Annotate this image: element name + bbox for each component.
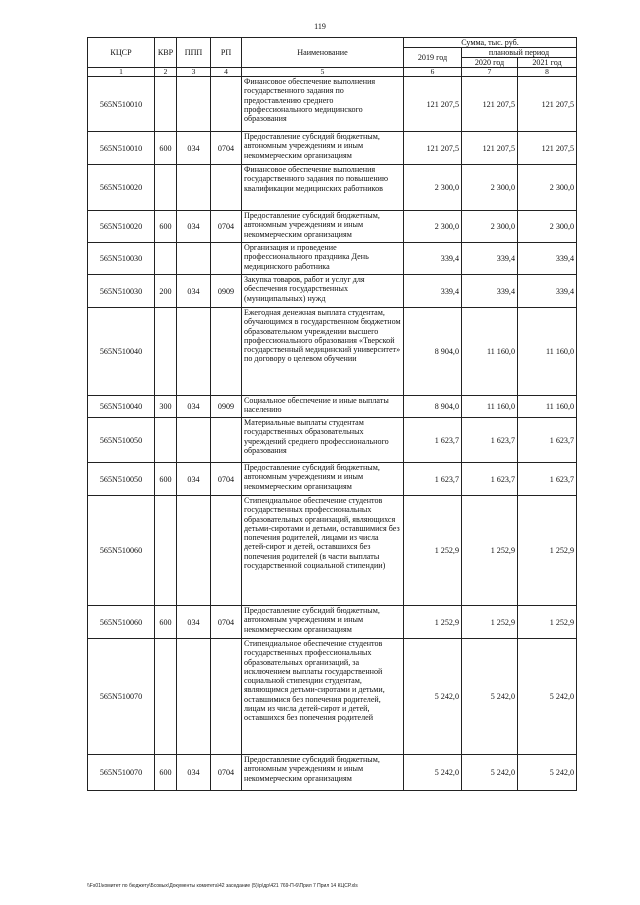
cell-name: Стипендиальное обеспечение студентов государственных профессиональных образовательных организаций, за исключением выплаты государственной социальной стипендии студентам, являющимся детьми-сиротами и детьми, оставшимися без попечения родителей, лицам из числа детей-сирот и детей, оставшихся без попечения родителей bbox=[242, 639, 404, 755]
cell-ppp bbox=[177, 308, 211, 396]
cell-ppp: 034 bbox=[177, 275, 211, 308]
cell-ppp bbox=[177, 418, 211, 463]
cell-name: Предоставление субсидий бюджетным, автономным учреждениям и иным некоммерческим организациям bbox=[242, 132, 404, 165]
cell-kcsr: 565N510060 bbox=[88, 496, 155, 606]
cell-2020: 121 207,5 bbox=[462, 77, 518, 132]
cell-2019: 2 300,0 bbox=[404, 211, 462, 243]
column-number: 1 bbox=[88, 68, 155, 77]
cell-2019: 8 904,0 bbox=[404, 396, 462, 418]
cell-kvr: 600 bbox=[155, 132, 177, 165]
header-kcsr: КЦСР bbox=[88, 38, 155, 68]
cell-2020: 2 300,0 bbox=[462, 211, 518, 243]
cell-rp bbox=[211, 308, 242, 396]
column-numbers-row bbox=[88, 68, 577, 77]
cell-2020: 5 242,0 bbox=[462, 639, 518, 755]
column-number: 6 bbox=[404, 68, 462, 77]
cell-2021: 2 300,0 bbox=[518, 211, 577, 243]
cell-kvr: 600 bbox=[155, 606, 177, 639]
cell-kcsr: 565N510070 bbox=[88, 639, 155, 755]
cell-2020: 11 160,0 bbox=[462, 396, 518, 418]
cell-rp: 0704 bbox=[211, 463, 242, 496]
table-row bbox=[88, 132, 577, 165]
cell-2021: 11 160,0 bbox=[518, 396, 577, 418]
cell-2019: 1 252,9 bbox=[404, 496, 462, 606]
cell-2019: 121 207,5 bbox=[404, 132, 462, 165]
cell-name: Предоставление субсидий бюджетным, автономным учреждениям и иным некоммерческим организациям bbox=[242, 755, 404, 791]
column-number: 2 bbox=[155, 68, 177, 77]
cell-kcsr: 565N510030 bbox=[88, 275, 155, 308]
cell-kvr: 600 bbox=[155, 211, 177, 243]
cell-name: Предоставление субсидий бюджетным, автономным учреждениям и иным некоммерческим организациям bbox=[242, 463, 404, 496]
cell-2021: 121 207,5 bbox=[518, 77, 577, 132]
header-ppp: ППП bbox=[177, 38, 211, 68]
cell-2021: 1 252,9 bbox=[518, 606, 577, 639]
table-row bbox=[88, 755, 577, 791]
cell-2019: 5 242,0 bbox=[404, 755, 462, 791]
cell-name: Социальное обеспечение и иные выплаты населению bbox=[242, 396, 404, 418]
cell-2019: 1 623,7 bbox=[404, 418, 462, 463]
cell-2020: 11 160,0 bbox=[462, 308, 518, 396]
cell-2019: 2 300,0 bbox=[404, 165, 462, 211]
header-sum: Сумма, тыс. руб. bbox=[404, 38, 577, 48]
cell-name: Организация и проведение профессионального праздника День медицинского работника bbox=[242, 243, 404, 275]
cell-name: Финансовое обеспечение выполнения государственного задания по повышению квалификации медицинских работников bbox=[242, 165, 404, 211]
cell-2020: 1 623,7 bbox=[462, 463, 518, 496]
cell-rp bbox=[211, 639, 242, 755]
cell-2021: 121 207,5 bbox=[518, 132, 577, 165]
column-number: 7 bbox=[462, 68, 518, 77]
cell-2021: 1 623,7 bbox=[518, 463, 577, 496]
cell-kcsr: 565N510070 bbox=[88, 755, 155, 791]
table-row bbox=[88, 77, 577, 132]
cell-name: Предоставление субсидий бюджетным, автономным учреждениям и иным некоммерческим организациям bbox=[242, 211, 404, 243]
budget-table bbox=[87, 37, 577, 791]
cell-rp: 0704 bbox=[211, 755, 242, 791]
cell-2019: 339,4 bbox=[404, 275, 462, 308]
column-number: 5 bbox=[242, 68, 404, 77]
cell-kvr: 300 bbox=[155, 396, 177, 418]
cell-ppp bbox=[177, 165, 211, 211]
cell-kvr bbox=[155, 243, 177, 275]
cell-2019: 121 207,5 bbox=[404, 77, 462, 132]
cell-ppp bbox=[177, 243, 211, 275]
cell-2020: 121 207,5 bbox=[462, 132, 518, 165]
cell-ppp: 034 bbox=[177, 211, 211, 243]
cell-name: Финансовое обеспечение выполнения государственного задания по предоставлению среднего профессионального медицинского образования bbox=[242, 77, 404, 132]
cell-kvr bbox=[155, 496, 177, 606]
page-number: 119 bbox=[314, 22, 326, 31]
cell-rp: 0909 bbox=[211, 396, 242, 418]
cell-rp bbox=[211, 418, 242, 463]
cell-rp: 0704 bbox=[211, 132, 242, 165]
cell-kvr: 600 bbox=[155, 463, 177, 496]
cell-rp: 0704 bbox=[211, 211, 242, 243]
table-row bbox=[88, 463, 577, 496]
cell-2019: 339,4 bbox=[404, 243, 462, 275]
cell-name: Ежегодная денежная выплата студентам, обучающимся в государственном бюджетном образовательном учреждении высшего профессионального образования «Тверской государственный медицинский университет» по договору о целевом обучении bbox=[242, 308, 404, 396]
table-row bbox=[88, 243, 577, 275]
cell-2021: 339,4 bbox=[518, 275, 577, 308]
cell-2020: 339,4 bbox=[462, 243, 518, 275]
cell-2019: 8 904,0 bbox=[404, 308, 462, 396]
header-year-2021: 2021 год bbox=[518, 58, 577, 68]
cell-kcsr: 565N510010 bbox=[88, 132, 155, 165]
header-year-2019: 2019 год bbox=[404, 48, 462, 68]
column-number: 4 bbox=[211, 68, 242, 77]
cell-ppp: 034 bbox=[177, 396, 211, 418]
cell-2019: 1 623,7 bbox=[404, 463, 462, 496]
table-row bbox=[88, 211, 577, 243]
cell-2020: 339,4 bbox=[462, 275, 518, 308]
cell-rp bbox=[211, 496, 242, 606]
cell-ppp: 034 bbox=[177, 132, 211, 165]
table-row bbox=[88, 275, 577, 308]
cell-2019: 1 252,9 bbox=[404, 606, 462, 639]
cell-2021: 339,4 bbox=[518, 243, 577, 275]
table-row bbox=[88, 165, 577, 211]
column-number: 3 bbox=[177, 68, 211, 77]
cell-ppp bbox=[177, 77, 211, 132]
header-rp: РП bbox=[211, 38, 242, 68]
cell-kvr: 200 bbox=[155, 275, 177, 308]
cell-name: Материальные выплаты студентам государственных образовательных учреждений среднего профессионального образования bbox=[242, 418, 404, 463]
cell-kcsr: 565N510050 bbox=[88, 418, 155, 463]
table-row bbox=[88, 396, 577, 418]
cell-kvr bbox=[155, 308, 177, 396]
cell-rp bbox=[211, 165, 242, 211]
cell-ppp: 034 bbox=[177, 463, 211, 496]
cell-kcsr: 565N510020 bbox=[88, 211, 155, 243]
cell-name: Предоставление субсидий бюджетным, автономным учреждениям и иным некоммерческим организациям bbox=[242, 606, 404, 639]
cell-kcsr: 565N510040 bbox=[88, 308, 155, 396]
cell-2021: 1 252,9 bbox=[518, 496, 577, 606]
cell-ppp bbox=[177, 496, 211, 606]
header-planned-period: плановый период bbox=[462, 48, 577, 58]
cell-ppp: 034 bbox=[177, 755, 211, 791]
cell-2020: 1 623,7 bbox=[462, 418, 518, 463]
table-row bbox=[88, 606, 577, 639]
cell-kcsr: 565N510020 bbox=[88, 165, 155, 211]
cell-name: Стипендиальное обеспечение студентов государственных профессиональных образовательных организаций, являющихся детьми-сиротами и детьми, оставшимися без попечения родителей, лицами из числа детей-сирот и детей, оставшихся без попечения родителей (в части выплаты государственной социальной стипендии) bbox=[242, 496, 404, 606]
cell-kcsr: 565N510050 bbox=[88, 463, 155, 496]
cell-2020: 1 252,9 bbox=[462, 606, 518, 639]
cell-kvr bbox=[155, 639, 177, 755]
cell-kvr bbox=[155, 77, 177, 132]
cell-kvr bbox=[155, 165, 177, 211]
header-kvr: КВР bbox=[155, 38, 177, 68]
cell-kcsr: 565N510010 bbox=[88, 77, 155, 132]
table-row bbox=[88, 418, 577, 463]
cell-2020: 1 252,9 bbox=[462, 496, 518, 606]
cell-ppp bbox=[177, 639, 211, 755]
cell-ppp: 034 bbox=[177, 606, 211, 639]
cell-kcsr: 565N510060 bbox=[88, 606, 155, 639]
cell-rp bbox=[211, 243, 242, 275]
cell-rp: 0909 bbox=[211, 275, 242, 308]
cell-kvr: 600 bbox=[155, 755, 177, 791]
cell-2020: 5 242,0 bbox=[462, 755, 518, 791]
header-name: Наименование bbox=[242, 38, 404, 68]
cell-2019: 5 242,0 bbox=[404, 639, 462, 755]
table-row bbox=[88, 308, 577, 396]
column-number: 8 bbox=[518, 68, 577, 77]
cell-rp bbox=[211, 77, 242, 132]
cell-kcsr: 565N510030 bbox=[88, 243, 155, 275]
header-year-2020: 2020 год bbox=[462, 58, 518, 68]
table-row bbox=[88, 639, 577, 755]
file-path-footer: \\Fs01\комитет по бюджету\Бсовых\Документы комитета\42 заседание (5)\р\др\421 769-П-6\Прил 7 Прил 14 КЦСР.xls bbox=[87, 883, 358, 889]
cell-2021: 5 242,0 bbox=[518, 639, 577, 755]
cell-2021: 5 242,0 bbox=[518, 755, 577, 791]
cell-name: Закупка товаров, работ и услуг для обеспечения государственных (муниципальных) нужд bbox=[242, 275, 404, 308]
cell-kcsr: 565N510040 bbox=[88, 396, 155, 418]
table-row bbox=[88, 496, 577, 606]
cell-2020: 2 300,0 bbox=[462, 165, 518, 211]
cell-kvr bbox=[155, 418, 177, 463]
cell-rp: 0704 bbox=[211, 606, 242, 639]
cell-2021: 1 623,7 bbox=[518, 418, 577, 463]
cell-2021: 11 160,0 bbox=[518, 308, 577, 396]
cell-2021: 2 300,0 bbox=[518, 165, 577, 211]
